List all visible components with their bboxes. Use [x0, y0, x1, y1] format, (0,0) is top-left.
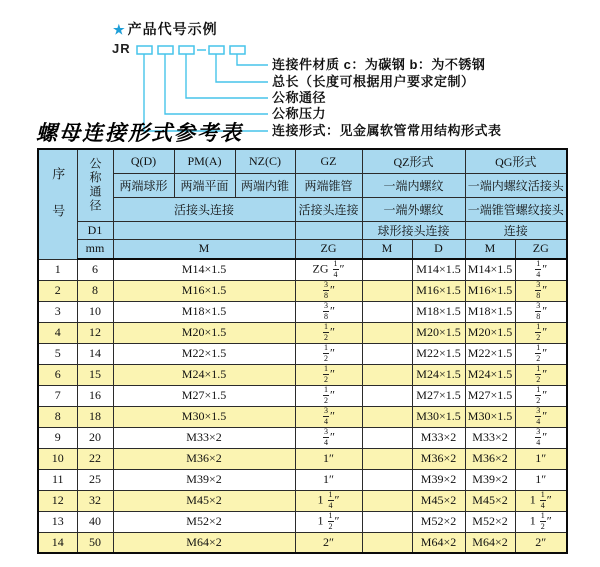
product-code-example-text: 产品代号示例: [127, 21, 218, 37]
header-qg-connection: 连接: [465, 221, 567, 239]
cell-qg-zg: 2″: [515, 532, 567, 553]
cell-gz-zg: 1″: [295, 469, 362, 490]
cell-serial: 11: [38, 469, 77, 490]
cell-dn-mm: 32: [77, 490, 113, 511]
cell-qg-zg: $\frac{1}{2}$ ″: [515, 364, 567, 385]
cell-m-thread: M24×1.5: [113, 364, 295, 385]
header-nz-desc: 两端内锥: [235, 173, 295, 197]
cell-qz-d: M36×2: [412, 448, 465, 469]
table-row: [38, 259, 567, 280]
cell-qg-m: M39×2: [465, 469, 515, 490]
nut-connection-reference-table: [37, 148, 568, 554]
cell-serial: 6: [38, 364, 77, 385]
cell-gz-zg: ZG $\frac{1}{4}$ ″: [295, 259, 362, 280]
cell-qz-d: M39×2: [412, 469, 465, 490]
cell-qg-zg: 1″: [515, 469, 567, 490]
cell-gz-zg: 1″: [295, 448, 362, 469]
table-body: [38, 259, 567, 553]
cell-qz-m: [362, 511, 412, 532]
code-box-5: [230, 46, 245, 54]
cell-serial: 5: [38, 343, 77, 364]
cell-qz-d: M22×1.5: [412, 343, 465, 364]
cell-serial: 9: [38, 427, 77, 448]
cell-dn-mm: 16: [77, 385, 113, 406]
cell-serial: 1: [38, 259, 77, 280]
cell-m-thread: M45×2: [113, 490, 295, 511]
header-qg-m-label: M: [465, 239, 515, 259]
cell-qz-d: M45×2: [412, 490, 465, 511]
header-left-connection: 活接头连接: [113, 197, 295, 221]
cell-gz-zg: $\frac{1}{2}$ ″: [295, 343, 362, 364]
code-prefix: JR: [112, 41, 131, 56]
cell-m-thread: M64×2: [113, 532, 295, 553]
nominal-diameter-vertical-text: 公称通径: [88, 157, 102, 214]
cell-gz-zg: 1 $\frac{1}{4}$ ″: [295, 490, 362, 511]
cell-qg-m: M52×2: [465, 511, 515, 532]
header-q-desc: 两端球形: [113, 173, 174, 197]
cell-serial: 12: [38, 490, 77, 511]
table-row: [38, 301, 567, 322]
cell-dn-mm: 22: [77, 448, 113, 469]
cell-gz-zg: $\frac{3}{4}$ ″: [295, 406, 362, 427]
cell-qg-zg: $\frac{1}{2}$ ″: [515, 322, 567, 343]
cell-qg-zg: $\frac{3}{8}$ ″: [515, 301, 567, 322]
cell-qg-m: M18×1.5: [465, 301, 515, 322]
label-connection-form: 连接形式：见金属软管常用结构形式表: [272, 123, 502, 138]
cell-gz-zg: $\frac{3}{8}$ ″: [295, 280, 362, 301]
cell-m-thread: M36×2: [113, 448, 295, 469]
cell-qg-m: M14×1.5: [465, 259, 515, 280]
cell-qg-zg: $\frac{1}{4}$ ″: [515, 259, 567, 280]
callout-line-material: [237, 54, 268, 65]
cell-serial: 3: [38, 301, 77, 322]
cell-qg-m: M24×1.5: [465, 364, 515, 385]
cell-dn-mm: 50: [77, 532, 113, 553]
cell-dn-mm: 8: [77, 280, 113, 301]
header-col-qg: QG形式: [465, 149, 567, 173]
star-icon: ★: [113, 22, 126, 37]
cell-m-thread: M20×1.5: [113, 322, 295, 343]
cell-qz-m: [362, 448, 412, 469]
cell-qg-m: M27×1.5: [465, 385, 515, 406]
cell-qg-m: M20×1.5: [465, 322, 515, 343]
cell-qg-zg: $\frac{1}{2}$ ″: [515, 385, 567, 406]
cell-qg-m: M36×2: [465, 448, 515, 469]
table-row: [38, 427, 567, 448]
cell-qz-d: M18×1.5: [412, 301, 465, 322]
cell-qg-zg: $\frac{3}{8}$ ″: [515, 280, 567, 301]
table-row: [38, 511, 567, 532]
cell-qz-m: [362, 322, 412, 343]
table-row: [38, 280, 567, 301]
cell-gz-zg: 1 $\frac{1}{2}$ ″: [295, 511, 362, 532]
cell-m-thread: M14×1.5: [113, 259, 295, 280]
cell-qz-m: [362, 427, 412, 448]
cell-m-thread: M16×1.5: [113, 280, 295, 301]
header-d1: D1: [77, 221, 113, 239]
table-row: [38, 469, 567, 490]
cell-qz-m: [362, 280, 412, 301]
cell-dn-mm: 6: [77, 259, 113, 280]
cell-qg-m: M22×1.5: [465, 343, 515, 364]
cell-dn-mm: 25: [77, 469, 113, 490]
cell-gz-zg: $\frac{1}{2}$ ″: [295, 364, 362, 385]
cell-qz-d: M64×2: [412, 532, 465, 553]
serial-vertical-text: 序号: [50, 167, 66, 242]
header-pm-desc: 两端平面: [174, 173, 235, 197]
table-row: [38, 385, 567, 406]
cell-qz-d: M33×2: [412, 427, 465, 448]
cell-qz-d: M27×1.5: [412, 385, 465, 406]
cell-serial: 8: [38, 406, 77, 427]
code-box-3: [179, 46, 194, 54]
table-title: 螺母连接形式参考表: [36, 121, 243, 145]
cell-qg-m: M30×1.5: [465, 406, 515, 427]
table-row: [38, 343, 567, 364]
header-mm: mm: [77, 239, 113, 259]
header-blank-gz: [295, 221, 362, 239]
cell-serial: 14: [38, 532, 77, 553]
cell-gz-zg: $\frac{3}{8}$ ″: [295, 301, 362, 322]
cell-gz-zg: 2″: [295, 532, 362, 553]
header-qz-d-label: D: [412, 239, 465, 259]
cell-qg-m: M45×2: [465, 490, 515, 511]
table-row: [38, 532, 567, 553]
cell-qz-m: [362, 532, 412, 553]
callout-line-length: [216, 54, 268, 82]
code-box-1: [137, 46, 152, 54]
header-qz-desc2: 一端外螺纹: [362, 197, 465, 221]
cell-qg-zg: 1 $\frac{1}{4}$ ″: [515, 490, 567, 511]
cell-m-thread: M18×1.5: [113, 301, 295, 322]
cell-m-thread: M30×1.5: [113, 406, 295, 427]
cell-dn-mm: 12: [77, 322, 113, 343]
cell-qz-m: [362, 490, 412, 511]
code-box-2: [158, 46, 173, 54]
cell-gz-zg: $\frac{1}{2}$ ″: [295, 322, 362, 343]
cell-dn-mm: 40: [77, 511, 113, 532]
label-nominal-pressure: 公称压力: [272, 106, 327, 121]
cell-serial: 4: [38, 322, 77, 343]
cell-qz-d: M52×2: [412, 511, 465, 532]
cell-qz-d: M14×1.5: [412, 259, 465, 280]
table-row: [38, 322, 567, 343]
product-code-example-title: [113, 19, 218, 39]
table-row: [38, 406, 567, 427]
header-zg-label: ZG: [295, 239, 362, 259]
header-col-qz: QZ形式: [362, 149, 465, 173]
header-blank-left: [113, 221, 295, 239]
cell-qz-m: [362, 406, 412, 427]
cell-dn-mm: 18: [77, 406, 113, 427]
cell-qg-zg: $\frac{3}{4}$ ″: [515, 427, 567, 448]
header-gz-desc: 两端锥管: [295, 173, 362, 197]
cell-m-thread: M22×1.5: [113, 343, 295, 364]
cell-dn-mm: 14: [77, 343, 113, 364]
cell-qg-zg: 1″: [515, 448, 567, 469]
cell-m-thread: M27×1.5: [113, 385, 295, 406]
table-row: [38, 448, 567, 469]
cell-qg-m: M33×2: [465, 427, 515, 448]
header-gz-connection: 活接头连接: [295, 197, 362, 221]
cell-qz-d: M20×1.5: [412, 322, 465, 343]
cell-m-thread: M52×2: [113, 511, 295, 532]
cell-qz-d: M30×1.5: [412, 406, 465, 427]
header-qz-desc1: 一端内螺纹: [362, 173, 465, 197]
cell-qz-m: [362, 301, 412, 322]
cell-serial: 7: [38, 385, 77, 406]
cell-qg-m: M16×1.5: [465, 280, 515, 301]
table-row: [38, 490, 567, 511]
cell-dn-mm: 15: [77, 364, 113, 385]
cell-qz-m: [362, 364, 412, 385]
cell-qz-d: M24×1.5: [412, 364, 465, 385]
label-connector-material: 连接件材质 c：为碳钢 b：为不锈钢: [272, 57, 486, 72]
cell-gz-zg: $\frac{3}{4}$ ″: [295, 427, 362, 448]
cell-serial: 13: [38, 511, 77, 532]
table-row: [38, 364, 567, 385]
header-qg-zg-label: ZG: [515, 239, 567, 259]
header-col-q: Q(D): [113, 149, 174, 173]
cell-qg-zg: $\frac{3}{4}$ ″: [515, 406, 567, 427]
cell-qz-m: [362, 343, 412, 364]
cell-qz-m: [362, 259, 412, 280]
callout-line-diameter: [186, 54, 268, 98]
cell-m-thread: M39×2: [113, 469, 295, 490]
header-qg-desc2: 一端锥管螺纹接头: [465, 197, 567, 221]
cell-dn-mm: 20: [77, 427, 113, 448]
cell-qz-m: [362, 469, 412, 490]
header-col-nz: NZ(C): [235, 149, 295, 173]
cell-gz-zg: $\frac{1}{2}$ ″: [295, 385, 362, 406]
cell-m-thread: M33×2: [113, 427, 295, 448]
cell-dn-mm: 10: [77, 301, 113, 322]
code-box-4: [209, 46, 224, 54]
header-serial: [38, 149, 77, 259]
header-m-label: M: [113, 239, 295, 259]
cell-qg-zg: 1 $\frac{1}{2}$ ″: [515, 511, 567, 532]
cell-qz-m: [362, 385, 412, 406]
label-nominal-diameter: 公称通径: [272, 90, 327, 105]
cell-serial: 2: [38, 280, 77, 301]
label-total-length: 总长（长度可根据用户要求定制）: [272, 74, 475, 89]
header-nominal-diameter: [77, 149, 113, 221]
header-qz-connection: 球形接头连接: [362, 221, 465, 239]
cell-qg-zg: $\frac{1}{2}$ ″: [515, 343, 567, 364]
header-col-gz: GZ: [295, 149, 362, 173]
header-col-pm: PM(A): [174, 149, 235, 173]
cell-qz-d: M16×1.5: [412, 280, 465, 301]
cell-serial: 10: [38, 448, 77, 469]
header-qg-desc1: 一端内螺纹活接头: [465, 173, 567, 197]
cell-qg-m: M64×2: [465, 532, 515, 553]
header-qz-m-label: M: [362, 239, 412, 259]
